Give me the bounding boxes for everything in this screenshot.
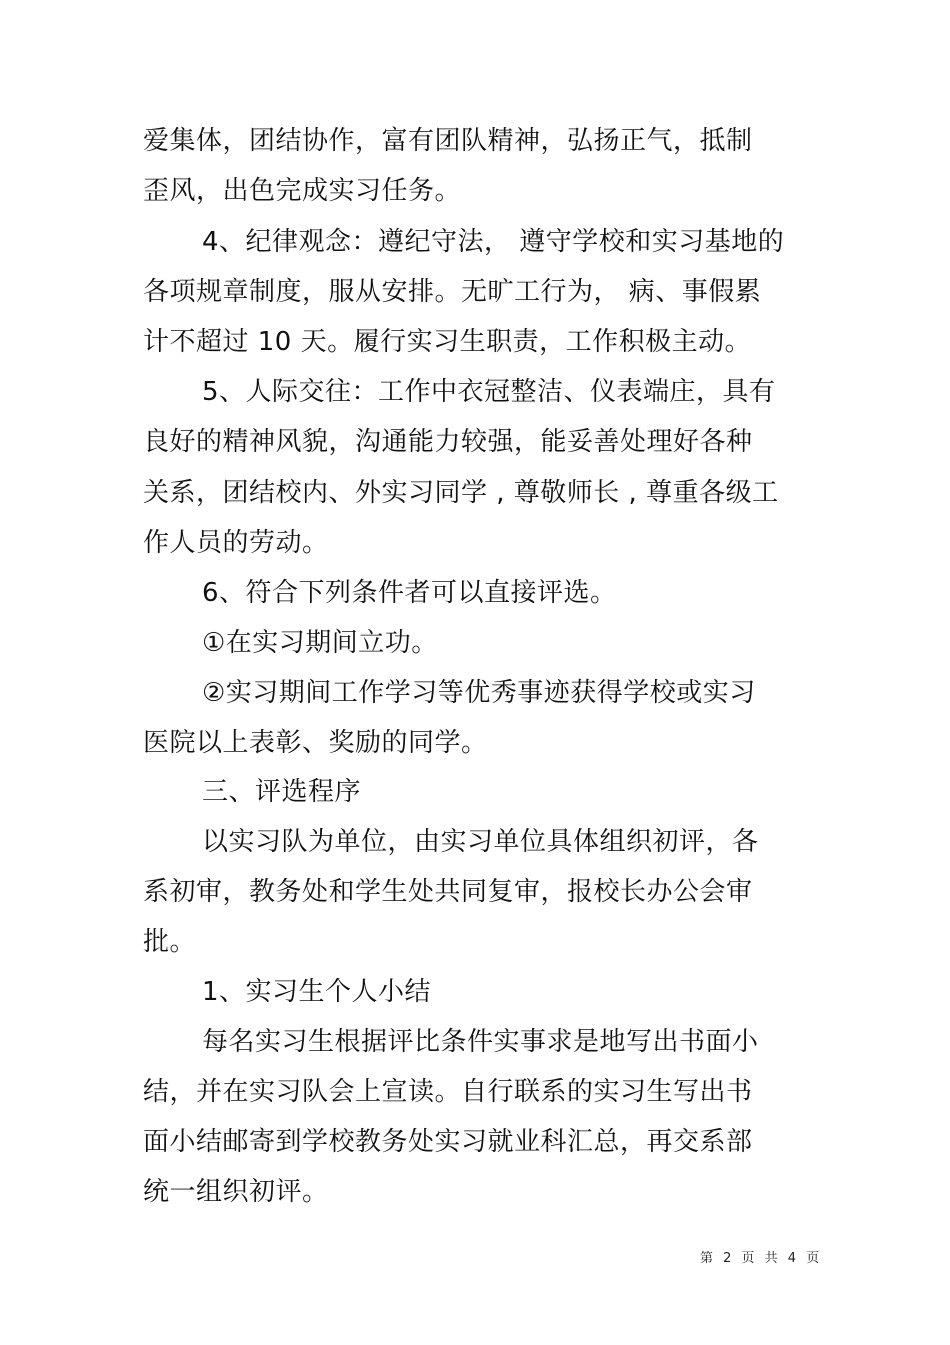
text-line-22: 统一组织初评。 bbox=[143, 1177, 329, 1207]
text-line-20: 结，并在实习队会上宣读。自行联系的实习生写出书 bbox=[143, 1077, 753, 1107]
text-line-18: 1、实习生个人小结 bbox=[202, 977, 432, 1007]
text-line-5: 计不超过 10 天。履行实习生职责，工作积极主动。 bbox=[143, 327, 752, 357]
text-line-16: 系初审，教务处和学生处共同复审，报校长办公会审 bbox=[143, 877, 753, 907]
text-line-14: 三、评选程序 bbox=[202, 777, 362, 807]
text-line-19: 每名实习生根据评比条件实事求是地写出书面小 bbox=[202, 1027, 759, 1057]
text-line-21: 面小结邮寄到学校教务处实习就业科汇总，再交系部 bbox=[143, 1127, 753, 1157]
text-line-12: ②实习期间工作学习等优秀事迹获得学校或实习 bbox=[202, 678, 756, 708]
text-line-15: 以实习队为单位，由实习单位具体组织初评，各 bbox=[202, 827, 759, 857]
text-line-13: 医院以上表彰、奖励的同学。 bbox=[143, 728, 488, 758]
text-line-2: 歪风，出色完成实习任务。 bbox=[143, 176, 462, 206]
text-line-11: ①在实习期间立功。 bbox=[202, 628, 438, 658]
text-line-17: 批。 bbox=[143, 927, 197, 957]
text-line-1: 爱集体，团结协作，富有团队精神，弘扬正气，抵制 bbox=[143, 126, 753, 156]
page-footer: 第 2 页 共 4 页 bbox=[700, 1251, 823, 1266]
text-line-8: 关系，团结校内、外实习同学 , 尊敬师长 , 尊重各级工 bbox=[143, 478, 779, 508]
text-line-9: 作人员的劳动。 bbox=[143, 528, 329, 558]
text-line-10: 6、符合下列条件者可以直接评选。 bbox=[202, 578, 617, 608]
text-line-4: 各项规章制度，服从安排。无旷工行为， 病、事假累 bbox=[143, 277, 762, 307]
text-line-7: 良好的精神风貌，沟通能力较强，能妥善处理好各种 bbox=[143, 427, 753, 457]
text-line-6: 5、人际交往：工作中衣冠整洁、仪表端庄，具有 bbox=[202, 377, 776, 407]
text-line-3: 4、纪律观念：遵纪守法， 遵守学校和实习基地的 bbox=[202, 227, 785, 257]
